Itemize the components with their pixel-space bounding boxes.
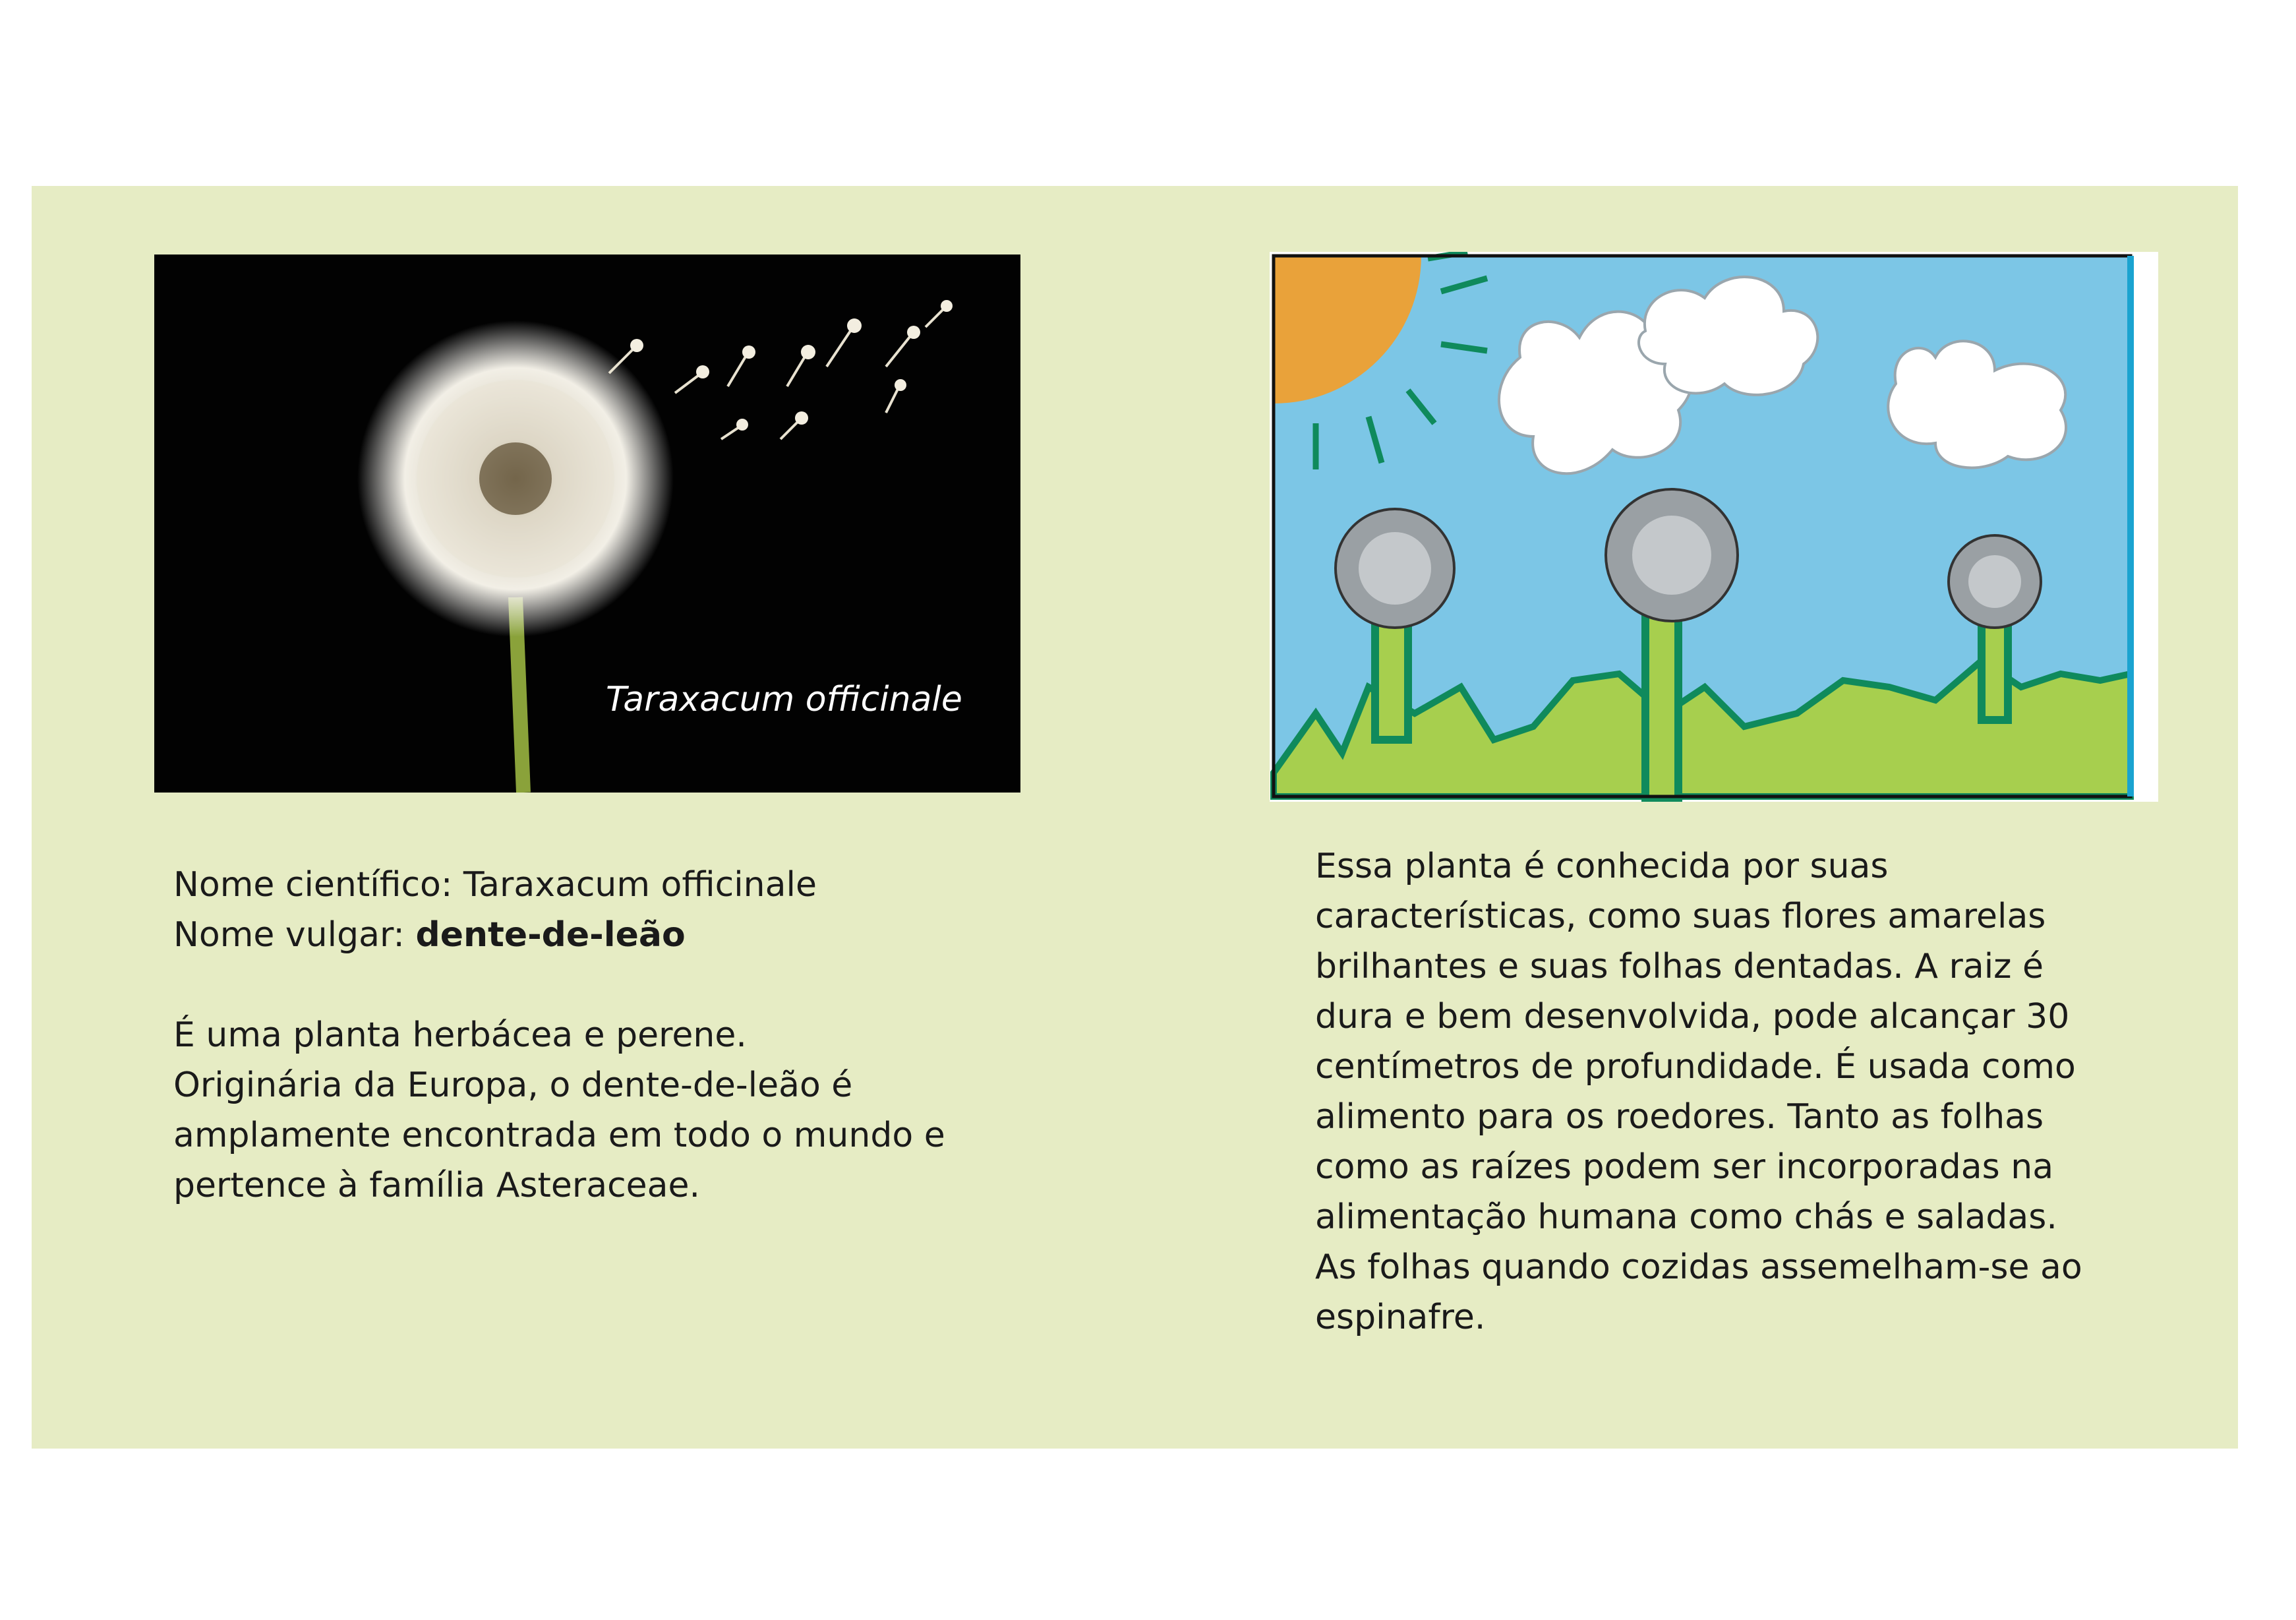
right-description-line: centímetros de profundidade. É usada como	[1315, 1047, 2076, 1087]
scientific-name-label: Nome científico:	[173, 865, 453, 905]
right-description-line: alimento para os roedores. Tanto as folhas	[1315, 1097, 2044, 1137]
left-description	[173, 1010, 1030, 1211]
left-description-line: Originária da Europa, o dente-de-leão é	[173, 1065, 853, 1105]
dandelion-photo	[154, 255, 1020, 793]
right-description-line: As folhas quando cozidas assemelham-se ao	[1315, 1247, 2082, 1287]
common-name-label: Nome vulgar:	[173, 915, 405, 955]
right-description-line: alimentação humana como chás e saladas.	[1315, 1197, 2057, 1237]
left-description-line: amplamente encontrada em todo o mundo e	[173, 1116, 945, 1155]
right-description-line: dura e bem desenvolvida, pode alcançar 30	[1315, 997, 2070, 1036]
right-description-line: espinafre.	[1315, 1298, 1486, 1337]
right-description	[1315, 841, 2126, 1342]
child-drawing	[1270, 252, 2158, 802]
content-card	[32, 186, 2238, 1449]
left-description-line: pertence à família Asteraceae.	[173, 1166, 701, 1205]
common-name-value: dente-de-leão	[415, 915, 686, 955]
photo-caption: Taraxacum officinale	[606, 680, 962, 719]
plant-names	[173, 860, 1030, 960]
common-name-line	[173, 910, 1030, 960]
right-description-line: como as raízes podem ser incorporadas na	[1315, 1147, 2054, 1187]
child-drawing-graphic	[1270, 252, 2158, 802]
right-description-line: características, como suas flores amarelas	[1315, 897, 2046, 936]
left-description-line: É uma planta herbácea e perene.	[173, 1015, 747, 1055]
scientific-name-line	[173, 860, 1030, 910]
right-description-line: Essa planta é conhecida por suas	[1315, 847, 1889, 886]
scientific-name-value: Taraxacum officinale	[463, 865, 817, 905]
right-description-line: brilhantes e suas folhas dentadas. A raiz é	[1315, 947, 2044, 986]
